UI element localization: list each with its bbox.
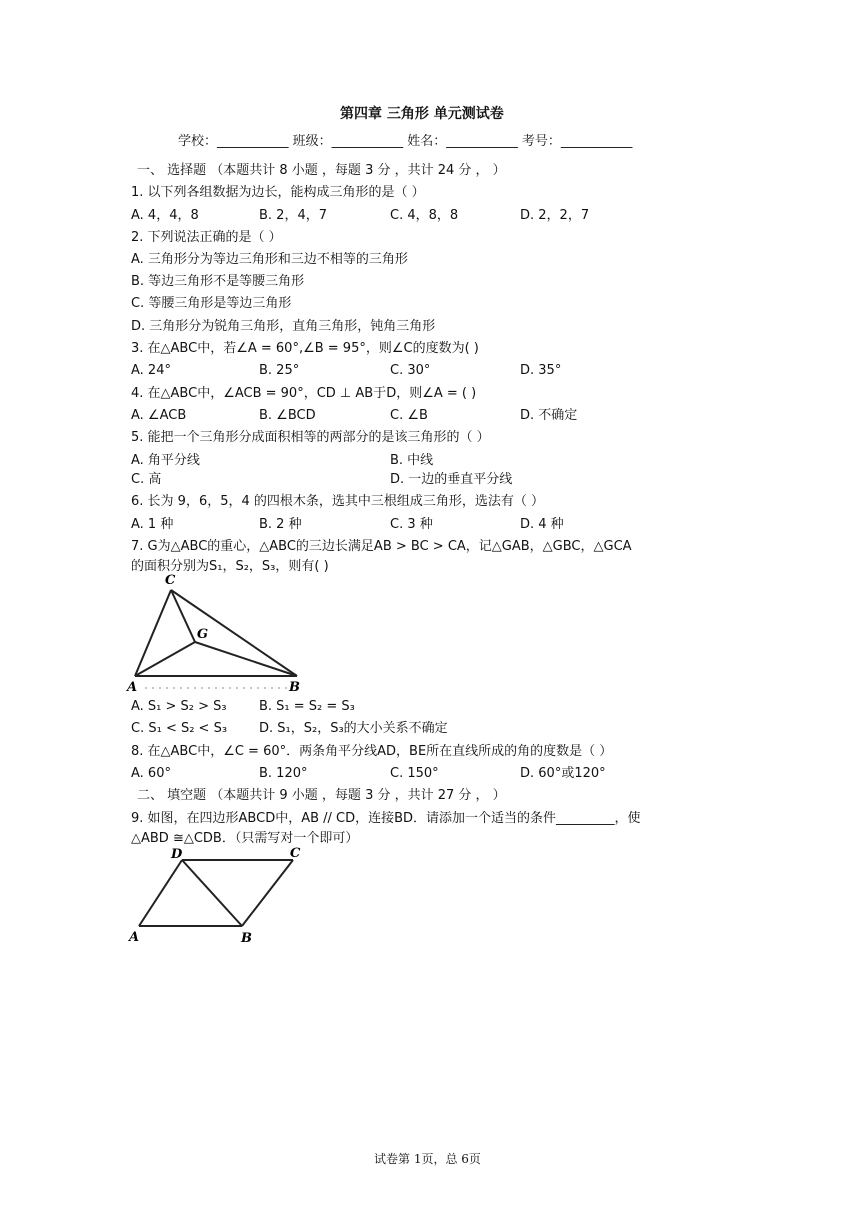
question-1-option-b: B. 2，4，7 xyxy=(259,208,327,223)
median-bg xyxy=(195,642,297,676)
question-8-option-d: D. 60°或120° xyxy=(520,766,606,781)
question-3-stem: 3. 在△ABC中，若∠A = 60°,∠B = 95°，则∠C的度数为( ) xyxy=(131,341,479,356)
header-fields: 学校：___________ 班级：___________ 姓名：___________ 考号：___________ xyxy=(178,134,633,149)
question-3-option-d: D. 35° xyxy=(520,363,562,378)
question-7-option-a: A. S₁ > S₂ > S₃ xyxy=(131,699,227,714)
question-9-stem-line2: △ABD ≅△CDB．（只需写对一个即可） xyxy=(131,831,359,846)
question-3-option-c: C. 30° xyxy=(390,363,431,378)
question-6-option-d: D. 4 种 xyxy=(520,517,564,532)
question-1-option-a: A. 4，4，8 xyxy=(131,208,199,223)
question-3-option-b: B. 25° xyxy=(259,363,300,378)
question-8-option-b: B. 120° xyxy=(259,766,308,781)
question-5-option-a: A. 角平分线 xyxy=(131,453,200,468)
question-7-option-b: B. S₁ = S₂ = S₃ xyxy=(259,699,355,714)
question-7-stem-line2: 的面积分别为S₁，S₂，S₃，则有( ) xyxy=(131,559,329,574)
edge-ca xyxy=(135,590,171,676)
question-6-option-c: C. 3 种 xyxy=(390,517,433,532)
question-4-stem: 4. 在△ABC中，∠ACB = 90°，CD ⊥ AB于D，则∠A = ( ) xyxy=(131,386,477,401)
page-footer: 试卷第 1页，总 6页 xyxy=(374,1152,481,1166)
question-8-option-c: C. 150° xyxy=(390,766,439,781)
question-6-option-b: B. 2 种 xyxy=(259,517,302,532)
question-5-stem: 5. 能把一个三角形分成面积相等的两部分的是该三角形的（ ） xyxy=(131,430,490,445)
parallelogram-figure xyxy=(125,842,310,947)
question-7-option-d: D. S₁，S₂，S₃的大小关系不确定 xyxy=(259,721,448,736)
edge-cb xyxy=(242,860,293,926)
label-d: D xyxy=(171,847,183,862)
triangle-figure xyxy=(125,570,310,695)
question-4-option-b: B. ∠BCD xyxy=(259,408,316,423)
diagonal-db xyxy=(182,860,242,926)
question-8-option-a: A. 60° xyxy=(131,766,171,781)
question-4-option-d: D. 不确定 xyxy=(520,408,578,423)
label-a: A xyxy=(127,680,138,695)
question-5-option-c: C. 高 xyxy=(131,472,162,487)
label-b: B xyxy=(289,680,300,695)
label-c: C xyxy=(290,846,301,861)
question-6-option-a: A. 1 种 xyxy=(131,517,174,532)
edge-da xyxy=(139,860,182,926)
question-1-option-c: C. 4，8，8 xyxy=(390,208,459,223)
question-7-stem-line1: 7. G为△ABC的重心，△ABC的三边长满足AB > BC > CA，记△GAB，△GBC，△GCA xyxy=(131,539,632,554)
question-5-option-b: B. 中线 xyxy=(390,453,434,468)
label-c: C xyxy=(165,573,176,588)
question-4-option-a: A. ∠ACB xyxy=(131,408,187,423)
label-g: G xyxy=(197,627,209,642)
question-2-option-a: A. 三角形分为等边三角形和三边不相等的三角形 xyxy=(131,252,408,267)
page-title: 第四章 三角形 单元测试卷 xyxy=(340,106,504,122)
question-5-option-d: D. 一边的垂直平分线 xyxy=(390,472,513,487)
question-4-option-c: C. ∠B xyxy=(390,408,428,423)
question-1-option-d: D. 2，2，7 xyxy=(520,208,590,223)
section-heading-choice: 一、 选择题 （本题共计 8 小题 ，每题 3 分 ，共计 24 分 ， ） xyxy=(137,163,506,178)
question-2-stem: 2. 下列说法正确的是（ ） xyxy=(131,230,282,245)
question-2-option-c: C. 等腰三角形是等边三角形 xyxy=(131,296,292,311)
question-7-option-c: C. S₁ < S₂ < S₃ xyxy=(131,721,228,736)
question-2-option-d: D. 三角形分为锐角三角形，直角三角形，钝角三角形 xyxy=(131,319,436,334)
question-8-stem: 8. 在△ABC中，∠C = 60°．两条角平分线AD，BE所在直线所成的角的度数是（ ） xyxy=(131,744,613,759)
question-3-option-a: A. 24° xyxy=(131,363,171,378)
label-b: B xyxy=(241,931,252,946)
label-a: A xyxy=(129,930,140,945)
section-heading-fill: 二、 填空题 （本题共计 9 小题 ，每题 3 分 ，共计 27 分 ， ） xyxy=(137,788,506,803)
question-2-option-b: B. 等边三角形不是等腰三角形 xyxy=(131,274,305,289)
median-ag xyxy=(135,642,195,676)
question-6-stem: 6. 长为 9，6，5，4 的四根木条，选其中三根组成三角形，选法有（ ） xyxy=(131,494,545,509)
question-1-stem: 1. 以下列各组数据为边长，能构成三角形的是（ ） xyxy=(131,185,425,200)
question-9-stem-line1: 9. 如图，在四边形ABCD中，AB // CD，连接BD．请添加一个适当的条件_________，使 xyxy=(131,811,641,826)
